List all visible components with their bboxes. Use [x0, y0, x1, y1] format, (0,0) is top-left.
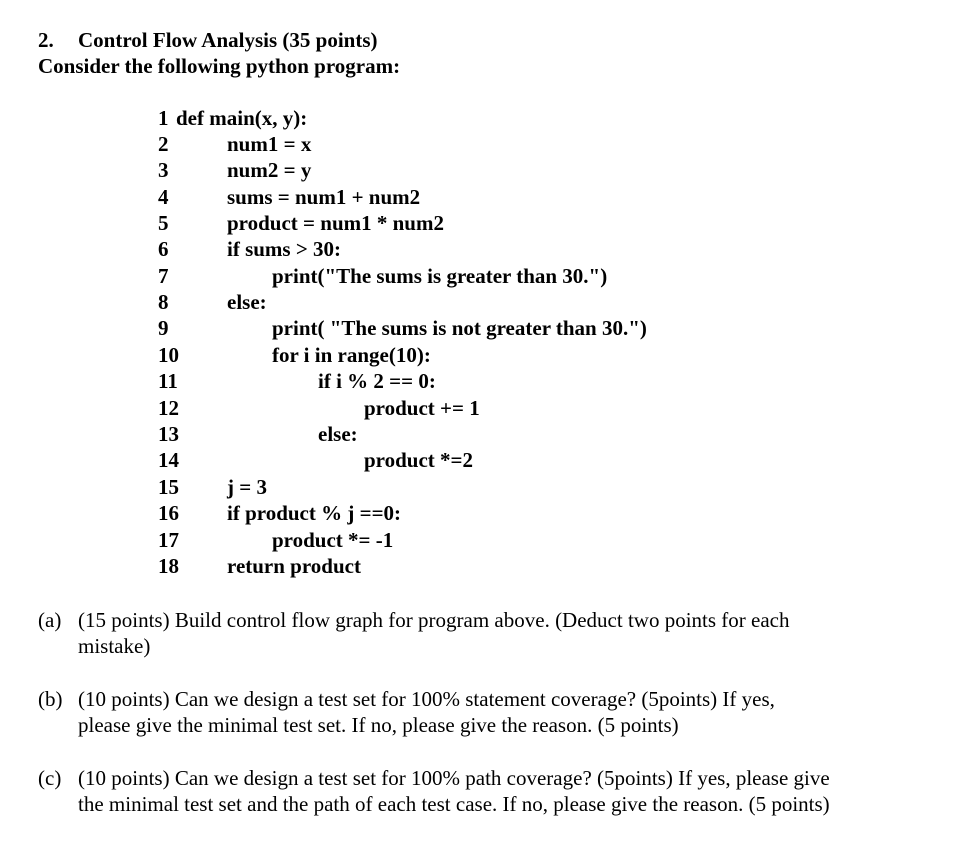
code-line: [0, 527, 966, 553]
code-text: else:: [318, 422, 358, 446]
code-text: product *=2: [364, 448, 474, 472]
line-number: 13: [158, 422, 179, 446]
code-text: if sums > 30:: [227, 237, 342, 261]
line-number: 16: [158, 501, 179, 525]
line-number: 11: [158, 369, 178, 393]
question-label: (a): [38, 608, 62, 632]
code-line: [0, 263, 966, 289]
line-number: 6: [158, 237, 169, 261]
line-number: 3: [158, 158, 169, 182]
line-number: 15: [158, 475, 179, 499]
code-text: num2 = y: [227, 158, 312, 182]
line-number: 10: [158, 343, 179, 367]
line-number: 2: [158, 132, 169, 156]
code-text: else:: [227, 290, 267, 314]
code-text: num1 = x: [227, 132, 312, 156]
code-text: if i % 2 == 0:: [318, 369, 436, 393]
code-text: return product: [227, 554, 361, 578]
question-line: please give the minimal test set. If no, please give the reason. (5 points): [78, 713, 679, 737]
line-number: 5: [158, 211, 169, 235]
question-text: [78, 765, 918, 817]
question-label: (c): [38, 766, 62, 790]
code-line: [0, 289, 966, 315]
code-line: [0, 500, 966, 526]
code-line: [0, 447, 966, 473]
line-number: 9: [158, 316, 169, 340]
code-line: [0, 395, 966, 421]
code-line: [0, 157, 966, 183]
code-text: product = num1 * num2: [227, 211, 444, 235]
question-line: (10 points) Can we design a test set for 100% path coverage? (5points) If yes, please give: [78, 766, 830, 790]
code-text: if product % j ==0:: [227, 501, 402, 525]
code-text: product *= -1: [272, 528, 394, 552]
line-number: 17: [158, 528, 179, 552]
code-line: [0, 368, 966, 394]
line-number: 12: [158, 396, 179, 420]
question-text: [78, 607, 918, 659]
line-number: 18: [158, 554, 179, 578]
question-line: (10 points) Can we design a test set for 100% statement coverage? (5points) If yes,: [78, 687, 775, 711]
code-line: [0, 474, 966, 500]
line-number: 4: [158, 185, 169, 209]
question-label: (b): [38, 687, 63, 711]
line-number: 7: [158, 264, 169, 288]
code-line: [0, 105, 966, 131]
line-number: 8: [158, 290, 169, 314]
code-line: [0, 421, 966, 447]
code-text: def main(x, y):: [176, 106, 308, 130]
question-line: the minimal test set and the path of each test case. If no, please give the reason. (5 points): [78, 792, 830, 816]
code-line: [0, 210, 966, 236]
code-line: [0, 131, 966, 157]
question-line: mistake): [78, 634, 151, 658]
code-line: [0, 315, 966, 341]
code-text: j = 3: [227, 475, 267, 499]
code-line: [0, 184, 966, 210]
code-text: print( "The sums is not greater than 30."): [272, 316, 647, 340]
question-text: [78, 686, 918, 738]
code-line: [0, 553, 966, 579]
problem-intro: Consider the following python program:: [38, 54, 401, 78]
code-line: [0, 236, 966, 262]
code-text: print("The sums is greater than 30."): [272, 264, 608, 288]
line-number: 1: [158, 106, 169, 130]
problem-title: Control Flow Analysis (35 points): [78, 28, 378, 52]
code-line: [0, 342, 966, 368]
problem-number: 2.: [38, 28, 54, 52]
code-text: for i in range(10):: [272, 343, 431, 367]
line-number: 14: [158, 448, 179, 472]
code-text: product += 1: [364, 396, 480, 420]
code-text: sums = num1 + num2: [227, 185, 421, 209]
question-line: (15 points) Build control flow graph for program above. (Deduct two points for each: [78, 608, 790, 632]
